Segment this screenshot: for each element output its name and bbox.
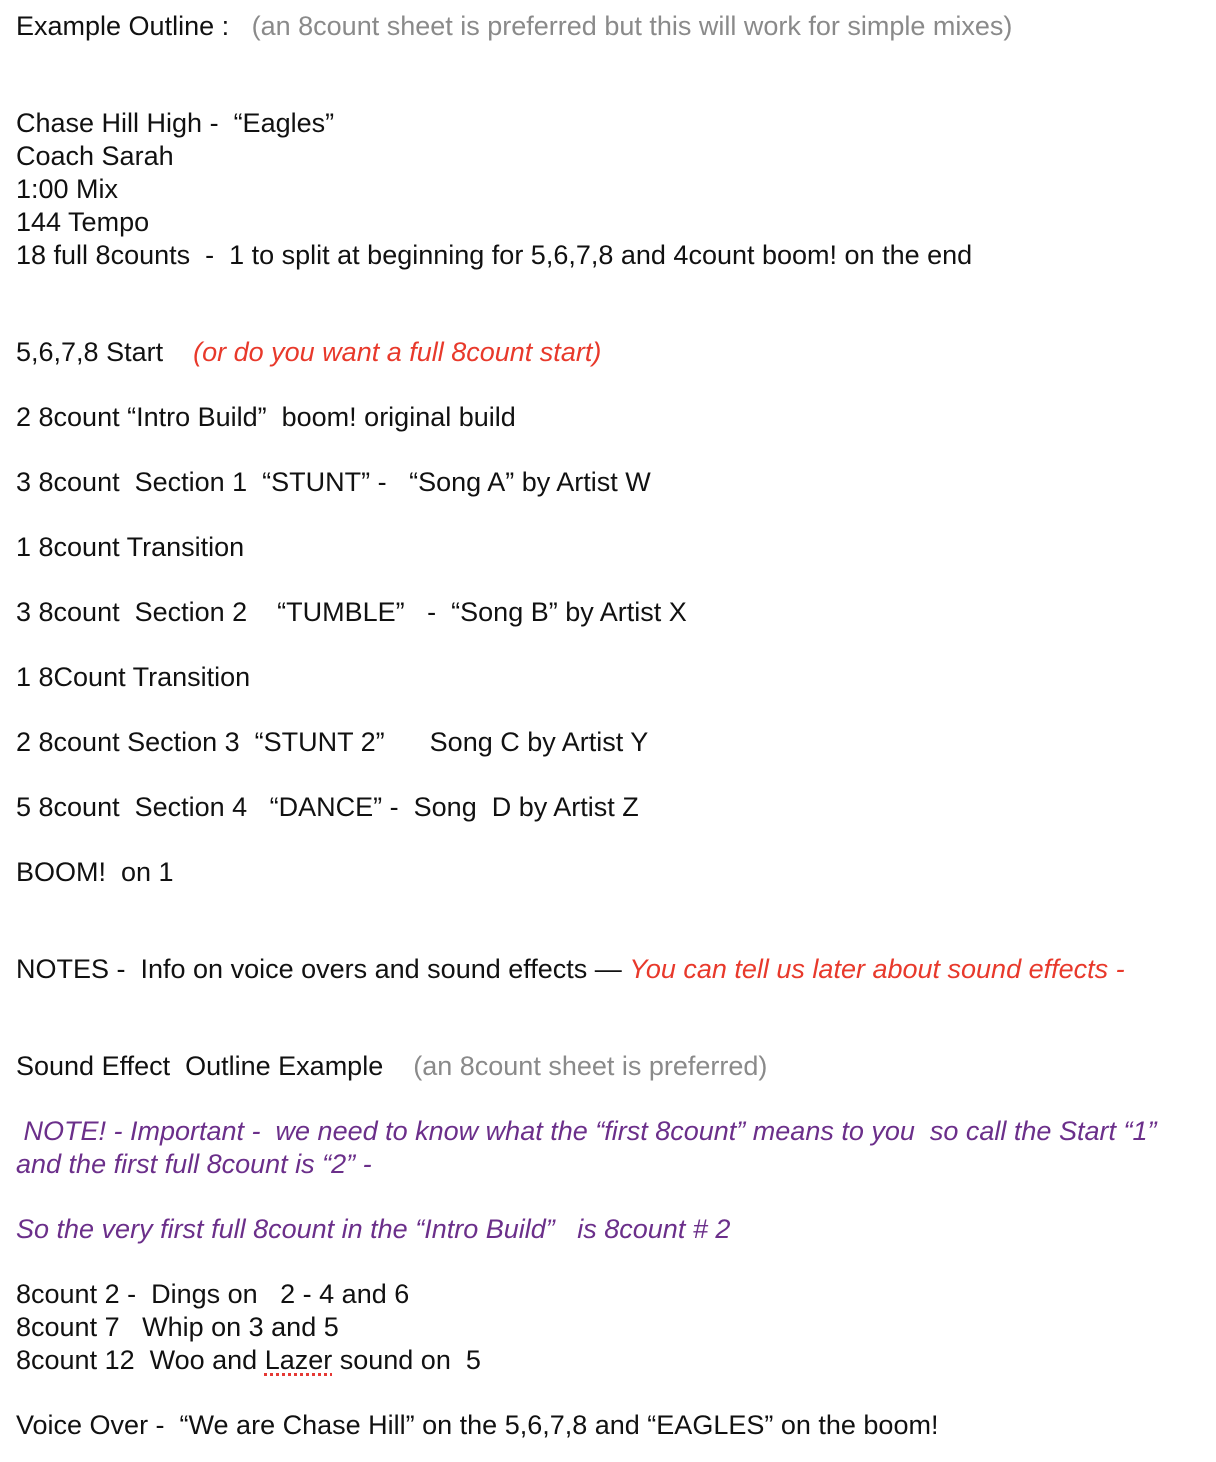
voice-over-line: Voice Over - “We are Chase Hill” on the 5,6,7,8 and “EAGLES” on the boom! (16, 1410, 939, 1440)
item-3-suffix: sound on 5 (332, 1345, 481, 1375)
section-3: 2 8count Section 3 “STUNT 2” Song C by Artist Y (16, 727, 649, 757)
start-note: (or do you want a full 8count start) (193, 337, 602, 367)
header-line (16, 10, 1208, 43)
team-name: Chase Hill High - “Eagles” (16, 108, 335, 138)
notes-line (16, 953, 1208, 986)
section-2: 3 8count Section 2 “TUMBLE” - “Song B” by Artist X (16, 597, 687, 627)
item-3-prefix: 8count 12 Woo and (16, 1345, 265, 1375)
start-label: 5,6,7,8 Start (16, 337, 164, 367)
sound-effect-item-3 (16, 1344, 1208, 1377)
sound-effect-note: (an 8count sheet is preferred) (413, 1051, 768, 1081)
intro-build-note: So the very first full 8count in the “Intro Build” is 8count # 2 (16, 1214, 731, 1244)
outline-title: Example Outline : (16, 11, 230, 41)
count-summary: 18 full 8counts - 1 to split at beginning for 5,6,7,8 and 4count boom! on the end (16, 240, 973, 270)
sound-effect-title: Sound Effect Outline Example (16, 1051, 384, 1081)
sound-effect-item-2: 8count 7 Whip on 3 and 5 (16, 1312, 339, 1342)
important-note-line-1: NOTE! - Important - we need to know what the “first 8count” means to you so call the Start “1” (16, 1116, 1157, 1146)
transition-1: 1 8count Transition (16, 532, 245, 562)
intro-build: 2 8count “Intro Build” boom! original build (16, 402, 516, 432)
sound-effect-item-1: 8count 2 - Dings on 2 - 4 and 6 (16, 1279, 410, 1309)
section-1: 3 8count Section 1 “STUNT” - “Song A” by Artist W (16, 467, 651, 497)
start-line (16, 336, 1208, 369)
notes-highlight: You can tell us later about sound effects - (629, 954, 1125, 984)
tempo: 144 Tempo (16, 207, 150, 237)
section-4: 5 8count Section 4 “DANCE” - Song D by Artist Z (16, 792, 639, 822)
mix-length: 1:00 Mix (16, 174, 119, 204)
notes-label: NOTES - Info on voice overs and sound effects — (16, 954, 630, 984)
boom-line: BOOM! on 1 (16, 857, 174, 887)
coach-name: Coach Sarah (16, 141, 174, 171)
important-note-line-2: and the first full 8count is “2” - (16, 1149, 372, 1179)
outline-note: (an 8count sheet is preferred but this will work for simple mixes) (251, 11, 1013, 41)
transition-2: 1 8Count Transition (16, 662, 251, 692)
misspelled-word: Lazer (264, 1345, 333, 1375)
sound-effect-header (16, 1050, 1208, 1083)
document (16, 10, 1208, 1442)
